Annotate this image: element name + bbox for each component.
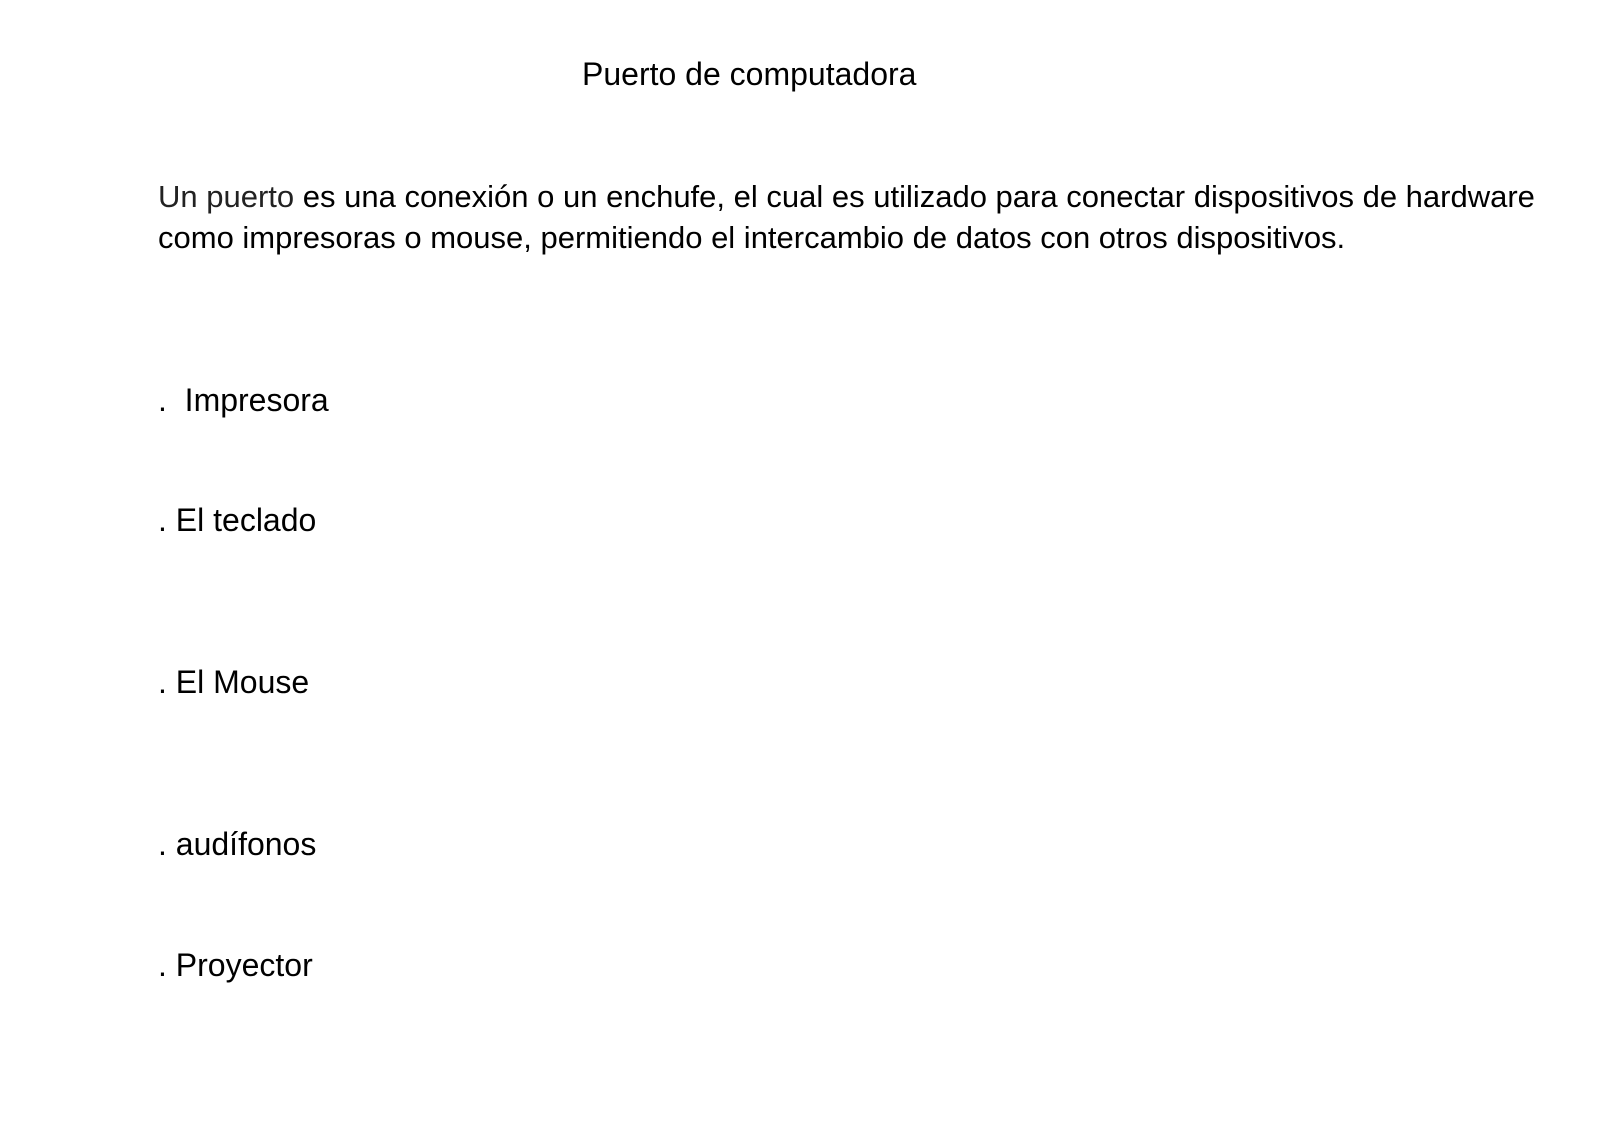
list-item-mouse: . El Mouse: [158, 664, 310, 700]
intro-paragraph: [158, 176, 1538, 258]
list-item-proyector: . Proyector: [158, 947, 313, 983]
list-item-audifonos: . audífonos: [158, 826, 317, 862]
intro-lead: Un puerto: [158, 179, 295, 214]
intro-rest: es una conexión o un enchufe, el cual es utilizado para conectar dispositivos de hardware como impresoras o mouse, permitiendo el intercambio de datos con otros dispositivos.: [158, 179, 1535, 255]
page-title: Puerto de computadora: [582, 56, 917, 92]
list-item-teclado: . El teclado: [158, 502, 317, 538]
list-item-impresora: . Impresora: [158, 382, 329, 418]
